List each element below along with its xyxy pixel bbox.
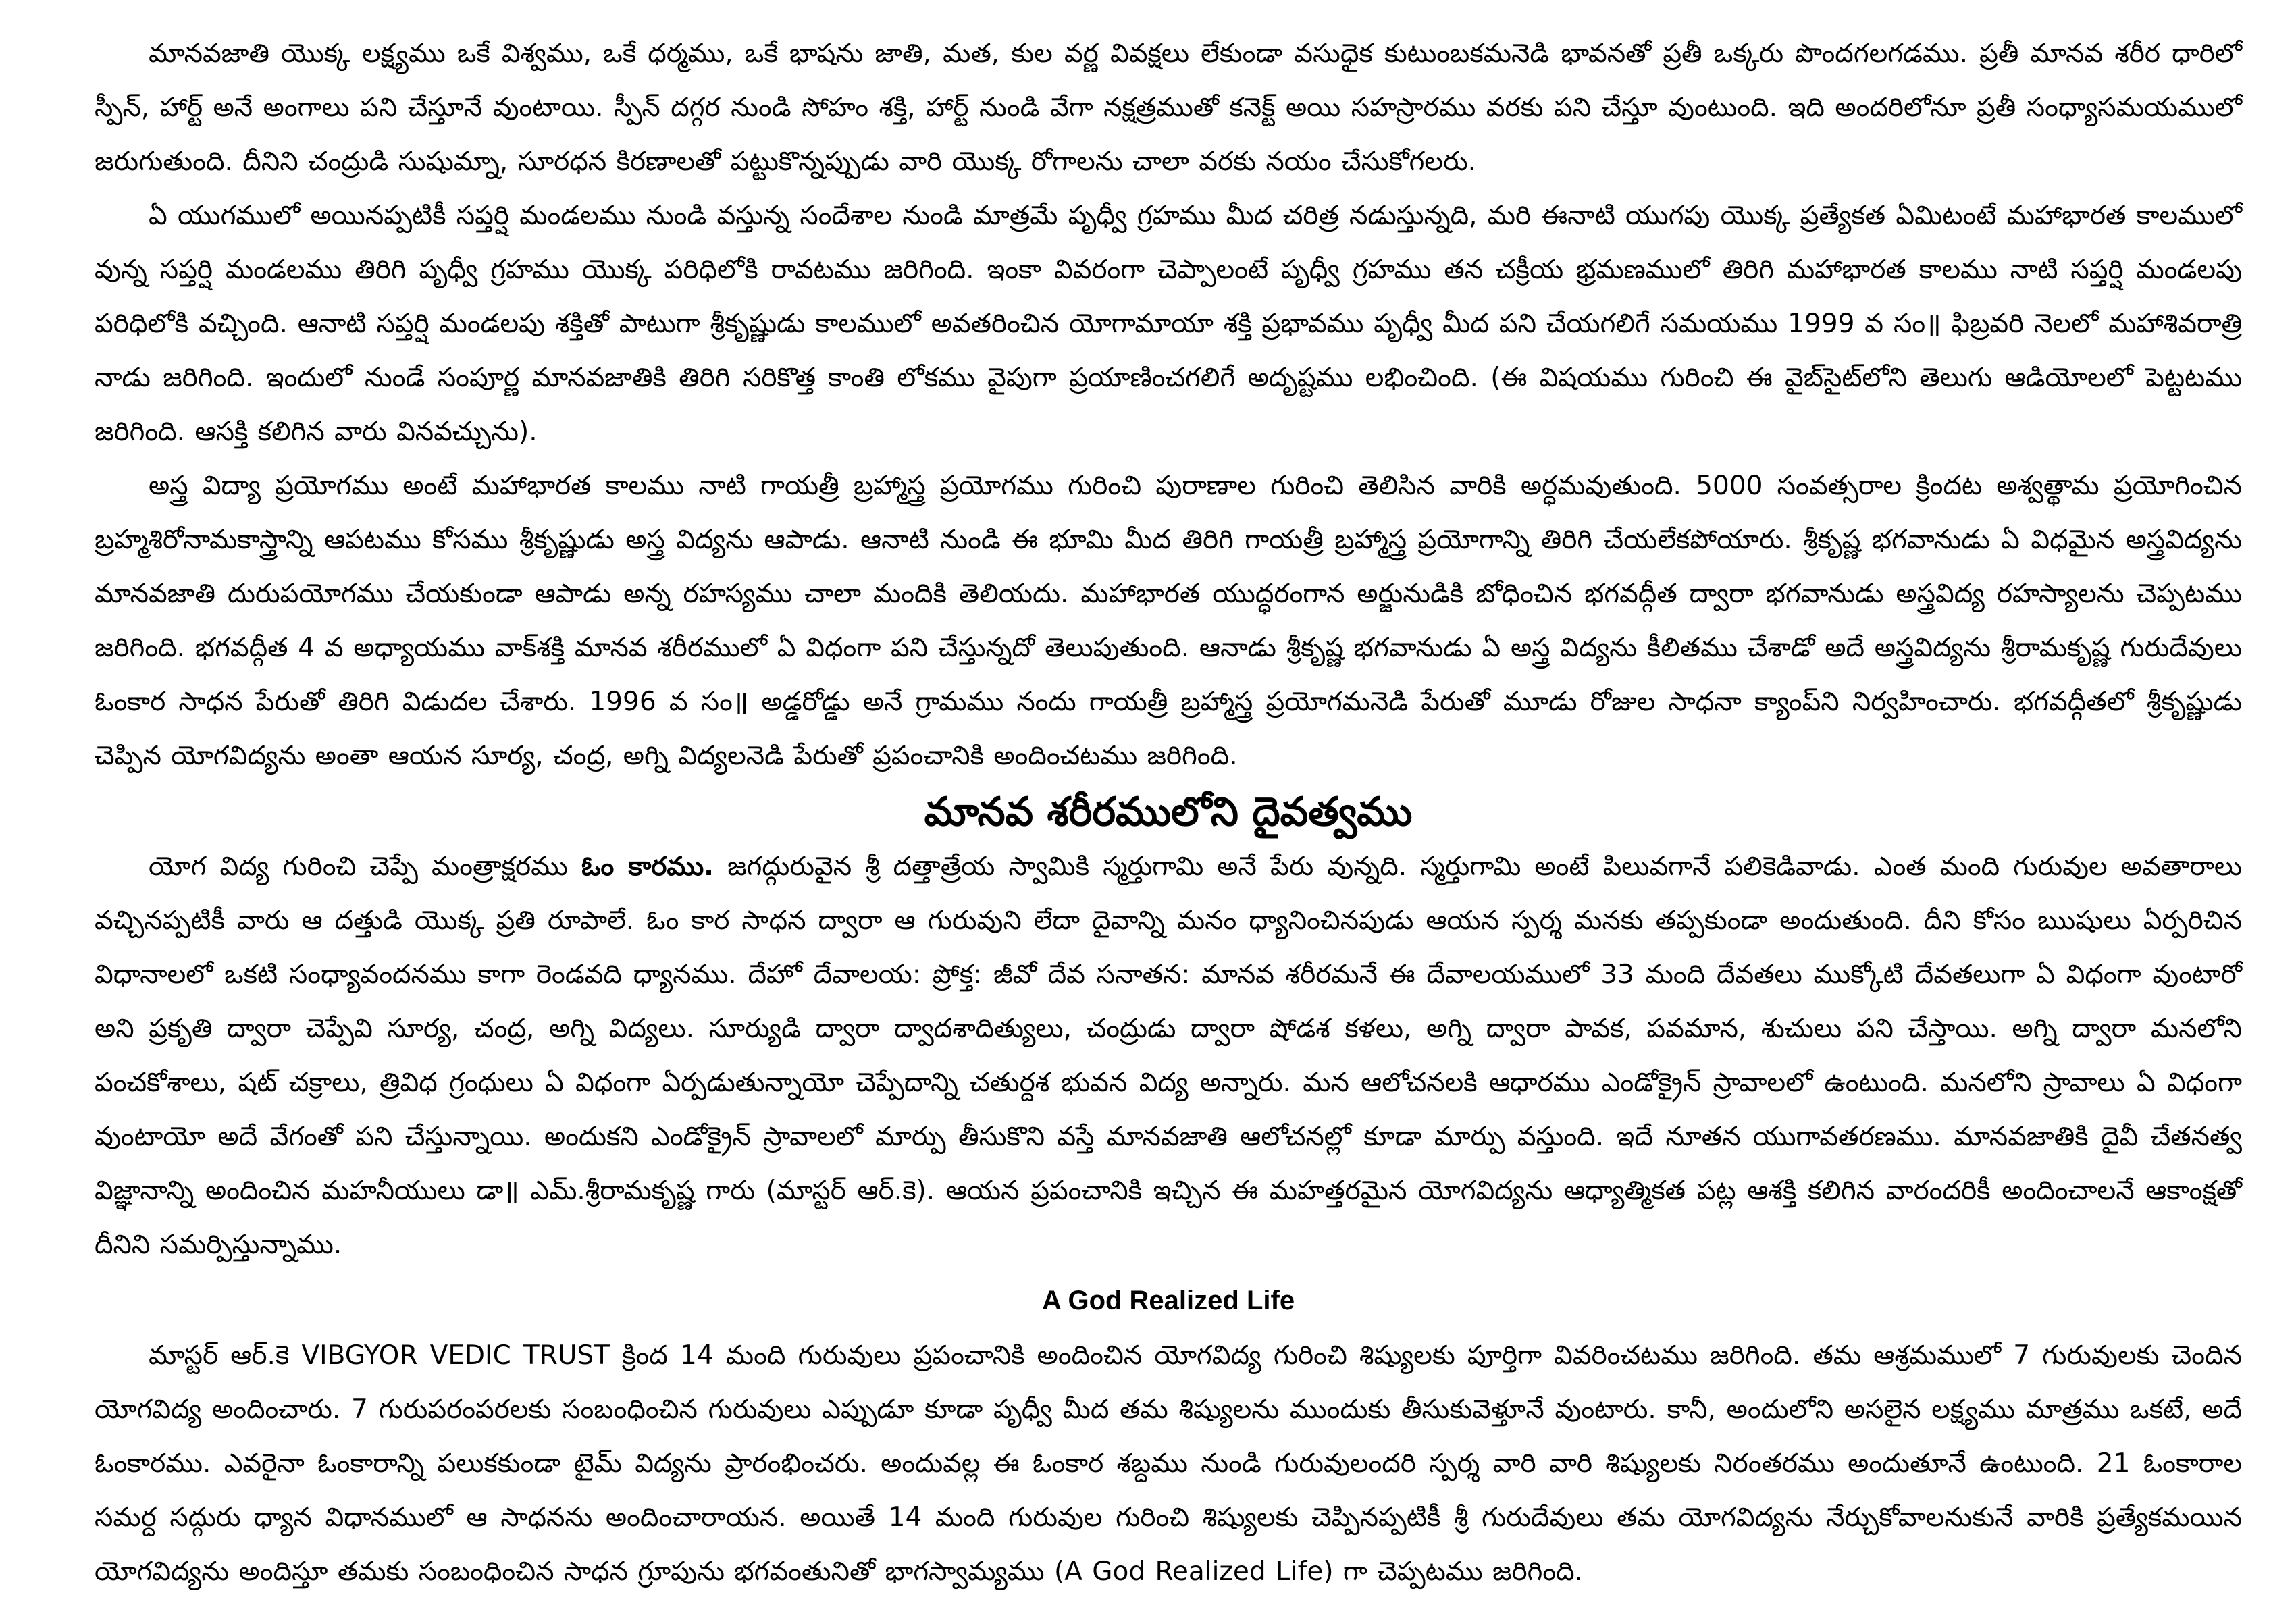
paragraph-4 xyxy=(95,840,2242,1272)
paragraph-1: మానవజాతి యొక్క లక్ష్యము ఒకే విశ్వము, ఒకే ధర్మము, ఒకే భాషను జాతి, మత, కుల వర్ణ వివక్షలు లేకుండా వసుధైక కుటుంబకమనెడి భావనతో ప్రతీ ఒక్కరు పొందగలగడము. ప్రతీ మానవ శరీర ధారిలో స్పీన్, హార్ట్ అనే అంగాలు పని చేస్తూనే వుంటాయి. స్పీన్ దగ్గర నుండి సోహం శక్తి, హార్ట్ నుండి వేగా నక్షత్రముతో కనెక్ట్ అయి సహస్రారము వరకు పని చేస్తూ వుంటుంది. ఇది అందరిలోనూ ప్రతీ సంధ్యాసమయములో జరుగుతుంది. దీనిని చంద్రుడి సుషుమ్నా, సూరధన కిరణాలతో పట్టుకొన్నప్పుడు వారి యొక్క రోగాలను చాలా వరకు నయం చేసుకోగలరు. xyxy=(95,38,2242,177)
section-heading-divinity: మానవ శరీరములోని దైవత్వము xyxy=(924,789,1413,835)
paragraph-4-intro: యోగ విద్య గురించి చెప్పే మంత్రాక్షరము xyxy=(149,851,581,882)
omkara-bold-text: ఓం కారము. xyxy=(581,851,714,882)
paragraph-5: మాస్టర్ ఆర్.కె VIBGYOR VEDIC TRUST క్రింద 14 మంది గురువులు ప్రపంచానికి అందించిన యోగవిద్య గురించి శిష్యులకు పూర్తిగా వివరించటము జరిగింది. తమ ఆశ్రమములో 7 గురువులకు చెందిన యోగవిద్య అందించారు. 7 గురుపరంపరలకు సంబంధించిన గురువులు ఎప్పుడూ కూడా పృధ్వీ మీద తమ శిష్యులను ముందుకు తీసుకువెళ్తూనే వుంటారు. కానీ, అందులోని అసలైన లక్ష్యము మాత్రము ఒకటే, అదే ఓంకారము. ఎవరైనా ఓంకారాన్ని పలుకకుండా టైమ్ విద్యను ప్రారంభించరు. అందువల్ల ఈ ఓంకార శబ్దము నుండి గురువులందరి స్పర్శ వారి వారి శిష్యులకు నిరంతరము అందుతూనే ఉంటుంది. 21 ఓంకారాల సమర్ద సద్గురు ధ్యాన విధానములో ఆ సాధనను అందించారాయన. అయితే 14 మంది గురువుల గురించి శిష్యులకు చెప్పినప్పటికీ శ్రీ గురుదేవులు తమ యోగవిద్యను నేర్చుకోవాలనుకునే వారికి ప్రత్యేకమయిన యోగవిద్యను అందిస్తూ తమకు సంబంధించిన సాధన గ్రూపును భగవంతునితో భాగస్వామ్యము (A God Realized Life) గా చెప్పటము జరిగింది. xyxy=(95,1340,2242,1587)
document-page xyxy=(95,27,2243,1587)
section-heading-god-realized-life: A God Realized Life xyxy=(1041,1286,1295,1315)
paragraph-3: అస్త్ర విద్యా ప్రయోగము అంటే మహాభారత కాలము నాటి గాయత్రీ బ్రహ్మాస్త్ర ప్రయోగము గురించి పురాణాల గురించి తెలిసిన వారికి అర్ధమవుతుంది. 5000 సంవత్సరాల క్రిందట అశ్వత్థామ ప్రయోగించిన బ్రహ్మశిరోనామకాస్త్రాన్ని ఆపటము కోసము శ్రీకృష్ణుడు అస్త్ర విద్యను ఆపాడు. ఆనాటి నుండి ఈ భూమి మీద తిరిగి గాయత్రీ బ్రహ్మాస్త్ర ప్రయోగాన్ని తిరిగి చేయలేకపోయారు. శ్రీకృష్ణ భగవానుడు ఏ విధమైన అస్త్రవిద్యను మానవజాతి దురుపయోగము చేయకుండా ఆపాడు అన్న రహస్యము చాలా మందికి తెలియదు. మహాభారత యుద్ధరంగాన అర్జునుడికి బోధించిన భగవద్గీత ద్వారా భగవానుడు అస్త్రవిద్య రహస్యాలను చెప్పటము జరిగింది. భగవద్గీత 4 వ అధ్యాయము వాక్‌శక్తి మానవ శరీరములో ఏ విధంగా పని చేస్తున్నదో తెలుపుతుంది. ఆనాడు శ్రీకృష్ణ భగవానుడు ఏ అస్త్ర విద్యను కీలితము చేశాడో అదే అస్త్రవిద్యను శ్రీరామకృష్ణ గురుదేవులు ఓంకార సాధన పేరుతో తిరిగి విడుదల చేశారు. 1996 వ సం॥ అడ్డరోడ్డు అనే గ్రామము నందు గాయత్రీ బ్రహ్మాస్త్ర ప్రయోగమనెడి పేరుతో మూడు రోజుల సాధనా క్యాంప్‌ని నిర్వహించారు. భగవద్గీతలో శ్రీకృష్ణుడు చెప్పిన యోగవిద్యను అంతా ఆయన సూర్య, చంద్ర, అగ్ని విద్యలనెడి పేరుతో ప్రపంచానికి అందించటము జరిగింది. xyxy=(95,471,2242,771)
paragraph-4-body: జగద్గురువైన శ్రీ దత్తాత్రేయ స్వామికి స్మర్తుగామి అనే పేరు వున్నది. స్మర్తుగామి అంటే పిలువగానే పలికెడివాడు. ఎంత మంది గురువుల అవతారాలు వచ్చినప్పటికీ వారు ఆ దత్తుడి యొక్క ప్రతి రూపాలే. ఓం కార సాధన ద్వారా ఆ గురువుని లేదా దైవాన్ని మనం ధ్యానించినపుడు ఆయన స్పర్శ మనకు తప్పకుండా అందుతుంది. దీని కోసం ఋషులు ఏర్పరిచిన విధానాలలో ఒకటి సంధ్యావందనము కాగా రెండవది ధ్యానము. దేహో దేవాలయ: ప్రోక్త: జీవో దేవ సనాతన: మానవ శరీరమనే ఈ దేవాలయములో 33 మంది దేవతలు ముక్కోటి దేవతలుగా ఏ విధంగా వుంటారో అని ప్రకృతి ద్వారా చెప్పేవి సూర్య, చంద్ర, అగ్ని విద్యలు. సూర్యుడి ద్వారా ద్వాదశాదిత్యులు, చంద్రుడు ద్వారా షోడశ కళలు, అగ్ని ద్వారా పావక, పవమాన, శుచులు పని చేస్తాయి. అగ్ని ద్వారా మనలోని పంచకోశాలు, షట్ చక్రాలు, త్రివిధ గ్రంధులు ఏ విధంగా ఏర్పడుతున్నాయో చెప్పేదాన్ని చతుర్దశ భువన విద్య అన్నారు. మన ఆలోచనలకి ఆధారము ఎండోక్రైన్ స్రావాలలో ఉంటుంది. మనలోని స్రావాలు ఏ విధంగా వుంటాయో అదే వేగంతో పని చేస్తున్నాయి. అందుకని ఎండోక్రైన్ స్రావాలలో మార్పు తీసుకొని వస్తే మానవజాతి ఆలోచనల్లో కూడా మార్పు వస్తుంది. ఇదే నూతన యుగావతరణము. మానవజాతికి దైవీ చేతనత్వ విజ్ఞానాన్ని అందించిన మహనీయులు డా॥ ఎమ్.శ్రీరామకృష్ణ గారు (మాస్టర్ ఆర్.కె). ఆయన ప్రపంచానికి ఇచ్చిన ఈ మహత్తరమైన యోగవిద్యను ఆధ్యాత్మికత పట్ల ఆశక్తి కలిగిన వారందరికీ అందించాలనే ఆకాంక్షతో దీనిని సమర్పిస్తున్నాము. xyxy=(95,851,2243,1260)
paragraph-2: ఏ యుగములో అయినప్పటికీ సప్తర్షి మండలము నుండి వస్తున్న సందేశాల నుండి మాత్రమే పృధ్వీ గ్రహము మీద చరిత్ర నడుస్తున్నది, మరి ఈనాటి యుగపు యొక్క ప్రత్యేకత ఏమిటంటే మహాభారత కాలములో వున్న సప్తర్షి మండలము తిరిగి పృధ్వీ గ్రహము యొక్క పరిధిలోకి రావటము జరిగింది. ఇంకా వివరంగా చెప్పాలంటే పృధ్వీ గ్రహము తన చక్రీయ భ్రమణములో తిరిగి మహాభారత కాలము నాటి సప్తర్షి మండలపు పరిధిలోకి వచ్చింది. ఆనాటి సప్తర్షి మండలపు శక్తితో పాటుగా శ్రీకృష్ణుడు కాలములో అవతరించిన యోగామాయా శక్తి ప్రభావము పృధ్వీ మీద పని చేయగలిగే సమయము 1999 వ సం॥ ఫిబ్రవరి నెలలో మహాశివరాత్రి నాడు జరిగింది. ఇందులో నుండే సంపూర్ణ మానవజాతికి తిరిగి సరికొత్త కాంతి లోకము వైపుగా ప్రయాణించగలిగే అదృష్టము లభించింది. (ఈ విషయము గురించి ఈ వైబ్‌సైట్‌లోని తెలుగు ఆడియోలలో పెట్టటము జరిగింది. ఆసక్తి కలిగిన వారు వినవచ్చును). xyxy=(95,201,2242,447)
